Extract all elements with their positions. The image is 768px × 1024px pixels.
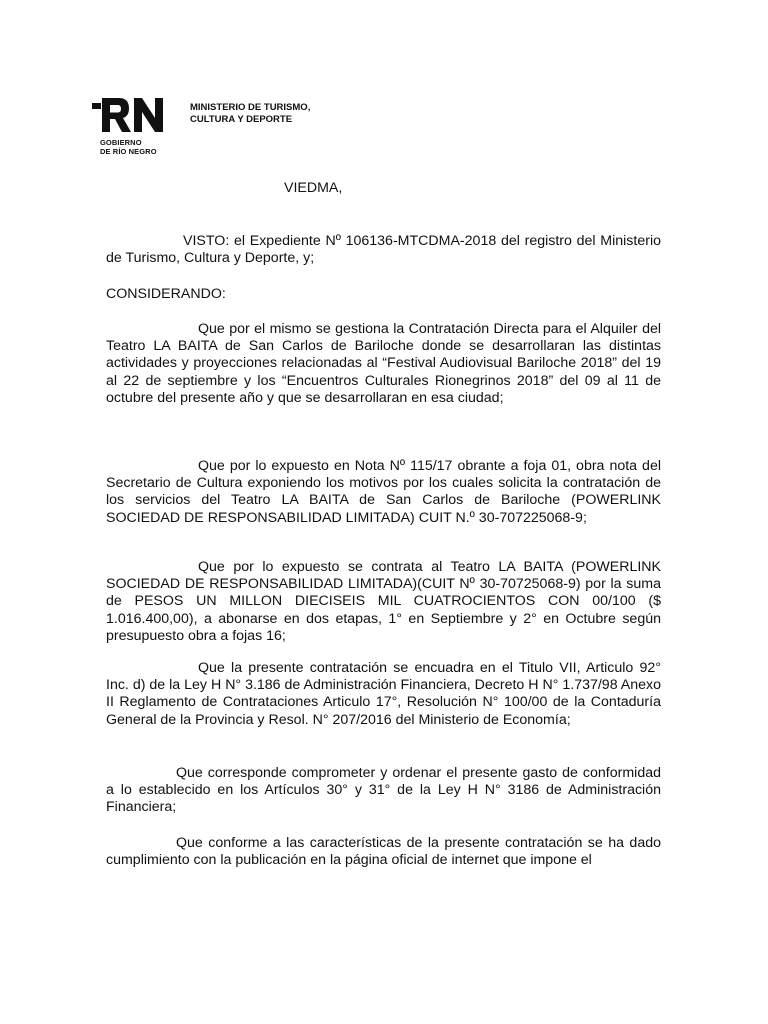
paragraph-1: Que por el mismo se gestiona la Contratación Directa para el Alquiler del Teatro LA BAITA de San Carlos de Bariloche donde se desarrollaran las distintas actividades y proyecciones relacionadas al “Festival Audiovisual Bariloche 2018” del 19 al 22 de septiembre y los “Encuentros Culturales Rionegrinos 2018” del 09 al 11 de octubre del presente año y que se desarrollaran en esa ciudad; [106,321,661,406]
logo-subtitle-line1: GOBIERNO [100,138,142,147]
visto-paragraph: VISTO: el Expediente Nº 106136-MTCDMA-2018 del registro del Ministerio de Turismo, Cultura y Deporte, y; [106,233,661,267]
paragraph-4: Que la presente contratación se encuadra en el Titulo VII, Articulo 92° Inc. d) de la Ley H N° 3.186 de Administración Financiera, Decreto H N° 1.737/98 Anexo II Reglamento de Contrataciones Articulo 17°, Resolución N° 100/00 de la Contaduría General de la Provincia y Resol. N° 207/2016 del Ministerio de Economía; [106,660,661,728]
paragraph-2: Que por lo expuesto en Nota Nº 115/17 obrante a foja 01, obra nota del Secretario de Cultura exponiendo los motivos por los cuales solicita la contratación de los servicios del Teatro LA BAITA de San Carlos de Bariloche (POWERLINK SOCIEDAD DE RESPONSABILIDAD LIMITADA) CUIT N.º 30-707225068-9; [106,458,661,526]
ministry-line1: MINISTERIO DE TURISMO, [190,102,311,113]
paragraph-3: Que por lo expuesto se contrata al Teatro LA BAITA (POWERLINK SOCIEDAD DE RESPONSABILIDAD LIMITADA)(CUIT Nº 30-70725068-9) por la suma de PESOS UN MILLON DIECISEIS MIL CUATROCIENTOS CON 00/100 ($ 1.016.400,00), a abonarse en dos etapas, 1° en Septiembre y 2° en Octubre según presupuesto obra a fojas 16; [106,559,661,644]
ministry-name [190,102,310,126]
city-date-line: VIEDMA, [284,180,343,196]
logo-subtitle [100,138,157,156]
paragraph-6: Que conforme a las características de la presente contratación se ha dado cumplimiento con la publicación en la página oficial de internet que impone el [106,835,661,869]
ministry-line2: CULTURA Y DEPORTE [190,114,293,125]
considerando-heading: CONSIDERANDO: [106,286,226,302]
rio-negro-logo [92,96,176,136]
letterhead [92,96,352,160]
logo-subtitle-line2: DE RÍO NEGRO [100,147,157,156]
paragraph-5: Que corresponde comprometer y ordenar el presente gasto de conformidad a lo establecido en los Artículos 30° y 31° de la Ley H N° 3186 de Administración Financiera; [106,765,661,816]
